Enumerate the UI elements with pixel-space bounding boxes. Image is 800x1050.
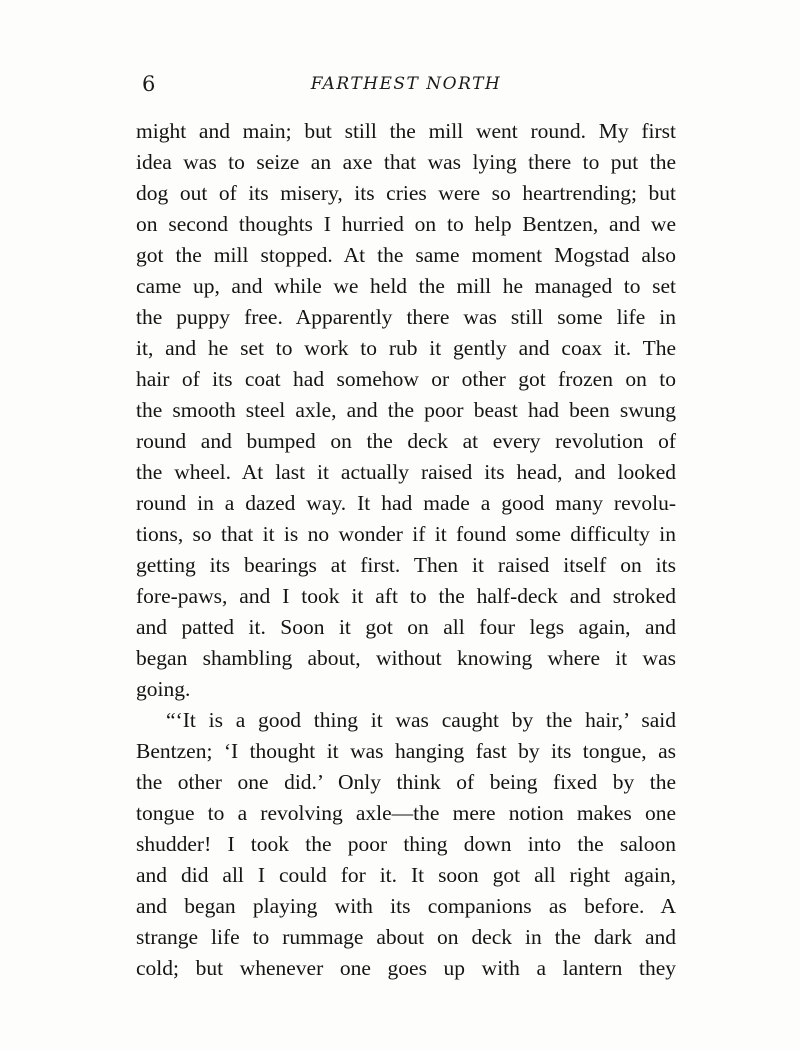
text-line: the puppy free. Apparently there was still some life in bbox=[136, 305, 676, 329]
text-line: going. bbox=[136, 677, 191, 701]
text-line: came up, and while we held the mill he managed to set bbox=[136, 274, 676, 298]
text-line: the other one did.’ Only think of being fixed by the bbox=[136, 770, 676, 794]
text-line: fore-paws, and I took it aft to the half-deck and stroked bbox=[136, 584, 676, 608]
text-line: round in a dazed way. It had made a good many revolu- bbox=[136, 491, 676, 515]
text-line: shudder! I took the poor thing down into the saloon bbox=[136, 832, 676, 856]
text-line: got the mill stopped. At the same moment Mogstad also bbox=[136, 243, 676, 267]
text-line: might and main; but still the mill went round. My first bbox=[136, 119, 676, 143]
text-line: Bentzen; ‘I thought it was hanging fast by its tongue, as bbox=[136, 739, 676, 763]
text-line: the smooth steel axle, and the poor beast had been swung bbox=[136, 398, 676, 422]
body-text bbox=[136, 116, 676, 984]
running-head bbox=[132, 72, 680, 102]
text-line: on second thoughts I hurried on to help Bentzen, and we bbox=[136, 212, 676, 236]
text-line: it, and he set to work to rub it gently and coax it. The bbox=[136, 336, 676, 360]
text-line: cold; but whenever one goes up with a lantern they bbox=[136, 956, 676, 980]
text-line: dog out of its misery, its cries were so heartrending; but bbox=[136, 181, 676, 205]
text-line: idea was to seize an axe that was lying there to put the bbox=[136, 150, 676, 174]
text-line: began shambling about, without knowing where it was bbox=[136, 646, 676, 670]
text-line: and patted it. Soon it got on all four legs again, and bbox=[136, 615, 676, 639]
text-line: strange life to rummage about on deck in the dark and bbox=[136, 925, 676, 949]
running-title: FARTHEST NORTH bbox=[310, 74, 502, 94]
text-line: “‘It is a good thing it was caught by the hair,’ said bbox=[166, 708, 676, 732]
text-line: and began playing with its companions as before. A bbox=[136, 894, 676, 918]
text-line: tions, so that it is no wonder if it found some difficulty in bbox=[136, 522, 676, 546]
text-line: getting its bearings at first. Then it raised itself on its bbox=[136, 553, 676, 577]
text-line: tongue to a revolving axle—the mere notion makes one bbox=[136, 801, 676, 825]
text-line: and did all I could for it. It soon got all right again, bbox=[136, 863, 676, 887]
page-number: 6 bbox=[142, 72, 156, 96]
text-line: hair of its coat had somehow or other got frozen on to bbox=[136, 367, 676, 391]
text-line: round and bumped on the deck at every revolution of bbox=[136, 429, 676, 453]
text-line: the wheel. At last it actually raised its head, and looked bbox=[136, 460, 676, 484]
